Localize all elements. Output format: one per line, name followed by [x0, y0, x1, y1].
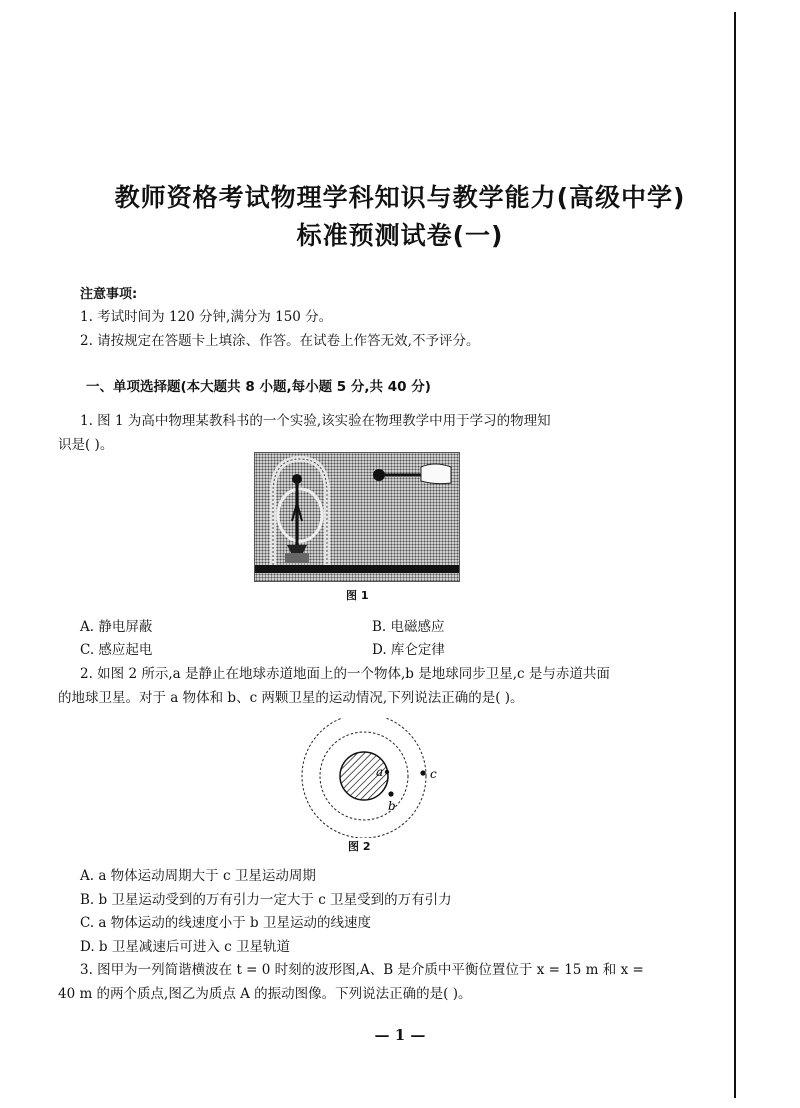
- question-1-option-c: C. 感应起电: [80, 642, 153, 658]
- electroscope-experiment-photo: [254, 452, 460, 582]
- notice-item: 2. 请按规定在答题卡上填涂、作答。在试卷上作答无效,不予评分。: [80, 333, 480, 349]
- label-a: a: [376, 765, 384, 779]
- question-2-text-line: 的地球卫星。对于 a 物体和 b、c 两颗卫星的运动情况,下列说法正确的是( )。: [58, 690, 524, 706]
- question-3-text-line: 3. 图甲为一列简谐横波在 t = 0 时刻的波形图,A、B 是介质中平衡位置位于 x = 15 m 和 x =: [80, 962, 644, 978]
- notice-item: 1. 考试时间为 120 分钟,满分为 150 分。: [80, 309, 333, 325]
- exam-title: 教师资格考试物理学科知识与教学能力(高级中学): [114, 183, 686, 212]
- figure-1-caption: 图 1: [346, 589, 369, 602]
- label-c: c: [430, 767, 437, 781]
- question-1-option-d: D. 库仑定律: [372, 642, 445, 658]
- question-1-text-line: 1. 图 1 为高中物理某教科书的一个实验,该实验在物理教学中用于学习的物理知: [80, 413, 551, 429]
- question-2-option-c: C. a 物体运动的线速度小于 b 卫星运动的线速度: [80, 915, 371, 931]
- binding-margin-line: [734, 12, 736, 1098]
- orbit-diagram: [286, 718, 446, 842]
- question-2-option-b: B. b 卫星运动受到的万有引力一定大于 c 卫星受到的万有引力: [80, 892, 452, 908]
- satellite-b: [388, 791, 393, 796]
- page-number: — 1 —: [374, 1026, 426, 1044]
- label-b: b: [388, 799, 396, 813]
- satellite-c: [420, 770, 425, 775]
- question-3-text-line: 40 m 的两个质点,图乙为质点 A 的振动图像。下列说法正确的是( )。: [58, 986, 472, 1002]
- figure-2-caption: 图 2: [348, 840, 371, 853]
- electroscope-illustration: [255, 453, 459, 581]
- exam-subtitle: 标准预测试卷(一): [296, 221, 504, 250]
- notice-heading: 注意事项:: [80, 287, 138, 302]
- question-2-option-d: D. b 卫星减速后可进入 c 卫星轨道: [80, 939, 291, 955]
- question-1-option-b: B. 电磁感应: [372, 619, 445, 635]
- question-1-option-a: A. 静电屏蔽: [80, 619, 153, 635]
- question-2-text-line: 2. 如图 2 所示,a 是静止在地球赤道地面上的一个物体,b 是地球同步卫星,c 是与赤道共面: [80, 666, 610, 682]
- section-heading: 一、单项选择题(本大题共 8 小题,每小题 5 分,共 40 分): [86, 379, 431, 395]
- question-1-text-line: 识是( )。: [58, 437, 114, 453]
- question-2-option-a: A. a 物体运动周期大于 c 卫星运动周期: [80, 868, 316, 884]
- object-a: [385, 770, 389, 774]
